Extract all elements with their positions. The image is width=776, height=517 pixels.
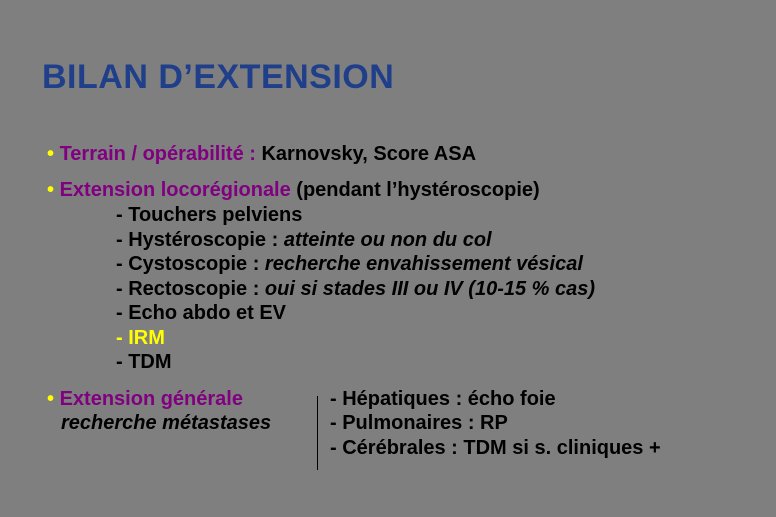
sub-item-prefix: - IRM bbox=[116, 327, 165, 349]
sub-item-touchers bbox=[116, 204, 302, 227]
bullet-generale bbox=[47, 388, 243, 411]
sub-item-cystoscopie bbox=[116, 253, 583, 276]
bullet-terrain bbox=[47, 143, 476, 166]
generale-label: Extension générale bbox=[59, 388, 243, 410]
bullet-icon: • bbox=[47, 143, 55, 165]
sub-item-prefix: - Touchers pelviens bbox=[116, 204, 303, 226]
sub-item-prefix: - Hystéroscopie : bbox=[116, 229, 284, 251]
terrain-label: Terrain / opérabilité : bbox=[59, 143, 256, 165]
generale-item-cerebrales: - Cérébrales : TDM si s. cliniques + bbox=[330, 437, 661, 459]
bullet-locoregional bbox=[47, 179, 540, 202]
sub-item-prefix: - Echo abdo et EV bbox=[116, 302, 287, 324]
sub-item-tdm bbox=[116, 351, 172, 374]
divider bbox=[317, 396, 318, 470]
sub-item-irm bbox=[116, 327, 165, 350]
generale-sublabel: recherche métastases bbox=[61, 412, 272, 434]
generale-item-pulmonaires: - Pulmonaires : RP bbox=[330, 412, 508, 434]
sub-item-hysteroscopie bbox=[116, 229, 492, 252]
sub-item-prefix: - Rectoscopie : bbox=[116, 278, 265, 300]
bullet-icon: • bbox=[47, 179, 55, 201]
sub-item-detail: atteinte ou non du col bbox=[283, 229, 492, 251]
sub-item-detail: recherche envahissement vésical bbox=[264, 253, 583, 275]
sub-item-rectoscopie bbox=[116, 278, 595, 301]
bullet-icon: • bbox=[47, 388, 55, 410]
locoregional-text: (pendant l’hystéroscopie) bbox=[290, 179, 540, 201]
terrain-text: Karnovsky, Score ASA bbox=[255, 143, 477, 165]
sub-item-detail: oui si stades III ou IV (10-15 % cas) bbox=[264, 278, 596, 300]
locoregional-label: Extension locorégionale bbox=[59, 179, 291, 201]
generale-item-hepatiques: - Hépatiques : écho foie bbox=[330, 388, 556, 410]
slide-title: BILAN D’EXTENSION bbox=[42, 58, 395, 96]
sub-item-prefix: - Cystoscopie : bbox=[116, 253, 265, 275]
sub-item-echo bbox=[116, 302, 286, 325]
sub-item-prefix: - TDM bbox=[116, 351, 172, 373]
